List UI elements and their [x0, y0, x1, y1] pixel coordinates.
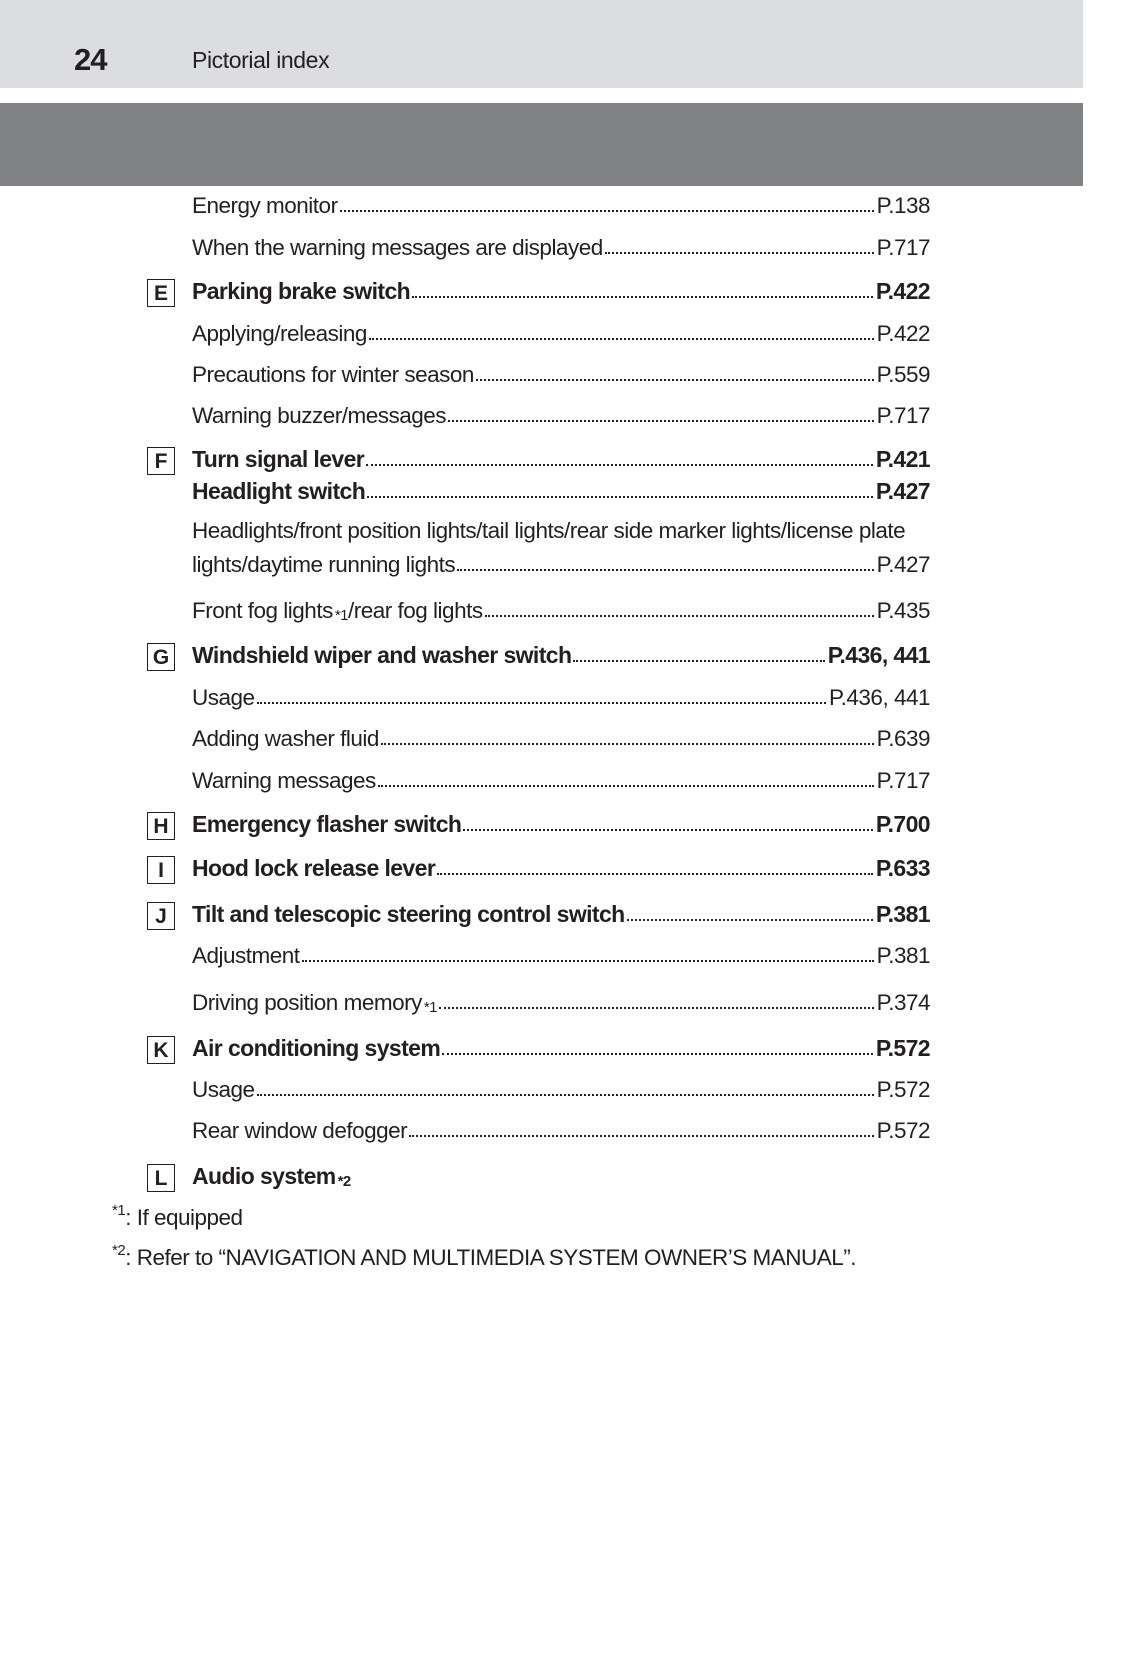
index-entry	[192, 546, 930, 578]
gray-band	[0, 103, 1083, 186]
index-entry	[192, 896, 930, 928]
leader-dots	[442, 1053, 873, 1055]
leader-dots	[409, 1135, 873, 1137]
index-letter-box: K	[147, 1036, 175, 1064]
index-letter-box: G	[147, 643, 175, 671]
page-ref: P.717	[876, 768, 930, 793]
index-entry	[192, 187, 930, 219]
footnote-text: : Refer to “NAVIGATION AND MULTIMEDIA SYSTEM OWNER’S MANUAL”.	[125, 1245, 857, 1270]
header-bar	[0, 0, 1083, 88]
page-ref: P.633	[875, 855, 930, 881]
index-letter-box: F	[147, 447, 175, 475]
leader-dots	[369, 338, 874, 340]
index-letter-box: J	[147, 902, 175, 930]
index-entry	[192, 679, 930, 711]
leader-dots	[605, 252, 874, 254]
leader-dots	[257, 702, 827, 704]
page-ref: P.374	[876, 990, 930, 1015]
page-ref: P.435	[876, 598, 930, 623]
page-ref: P.639	[876, 726, 930, 751]
index-entry	[192, 473, 930, 505]
entry-label: Driving position memory	[192, 990, 422, 1015]
index-entry	[192, 984, 930, 1016]
page-ref: P.427	[876, 552, 930, 577]
leader-dots	[457, 569, 873, 571]
leader-dots	[485, 615, 874, 617]
footnote-mark: *1	[112, 1202, 126, 1219]
index-entry	[192, 1112, 930, 1144]
page-ref: P.436, 441	[829, 685, 930, 710]
entry-label: Adjustment	[192, 943, 300, 968]
index-entry	[192, 592, 930, 624]
footnote-ref: *1	[334, 607, 349, 624]
page-ref: P.559	[876, 362, 930, 387]
page-ref: P.436, 441	[827, 642, 930, 668]
index-entry	[192, 229, 930, 261]
index-letter-box: L	[147, 1164, 175, 1192]
entry-label: Adding washer fluid	[192, 726, 379, 751]
leader-dots	[476, 379, 874, 381]
index-entry	[192, 273, 930, 305]
leader-dots	[627, 919, 873, 921]
index-entry	[192, 441, 930, 473]
footnote-ref: *1	[423, 999, 438, 1016]
leader-dots	[340, 210, 874, 212]
entry-label-cont: /rear fog lights	[348, 598, 483, 623]
entry-label: Audio system	[192, 1163, 336, 1189]
index-entry	[192, 1071, 930, 1103]
index-entry	[192, 397, 930, 429]
page-number: 24	[74, 42, 107, 77]
index-entry	[192, 720, 930, 752]
entry-label: Windshield wiper and washer switch	[192, 642, 572, 668]
page-ref: P.427	[875, 478, 930, 504]
index-entry	[192, 315, 930, 347]
index-entry	[192, 356, 930, 388]
footnote	[110, 1242, 856, 1271]
index-letter-box: H	[147, 812, 175, 840]
entry-label: Headlight switch	[192, 478, 366, 504]
leader-dots	[412, 296, 873, 298]
leader-dots	[366, 464, 873, 466]
page-ref: P.421	[875, 446, 930, 472]
page-ref: P.572	[876, 1077, 930, 1102]
page-ref: P.381	[876, 943, 930, 968]
entry-label: Warning buzzer/messages	[192, 403, 447, 428]
leader-dots	[448, 420, 874, 422]
entry-label: Parking brake switch	[192, 278, 411, 304]
index-entry	[192, 937, 930, 969]
entry-label: When the warning messages are displayed	[192, 235, 603, 260]
index-letter-box: E	[147, 279, 175, 307]
entry-label: Applying/releasing	[192, 321, 367, 346]
index-letter-box: I	[147, 856, 175, 884]
entry-label: Emergency flasher switch	[192, 811, 462, 837]
index-entry	[192, 637, 930, 669]
leader-dots	[439, 1007, 874, 1009]
page-ref: P.422	[875, 278, 930, 304]
entry-label: Front fog lights	[192, 598, 333, 623]
entry-label: Precautions for winter season	[192, 362, 474, 387]
index-entry	[192, 1158, 930, 1190]
page-ref: P.717	[876, 235, 930, 260]
entry-label: Usage	[192, 1077, 255, 1102]
leader-dots	[573, 660, 824, 662]
entry-label: Usage	[192, 685, 255, 710]
leader-dots	[437, 873, 873, 875]
index-entry	[192, 762, 930, 794]
entry-label: Rear window defogger	[192, 1118, 408, 1143]
page-ref: P.422	[876, 321, 930, 346]
page-ref: P.700	[875, 811, 930, 837]
page-ref: P.138	[876, 193, 930, 218]
page-ref: P.381	[875, 901, 930, 927]
entry-label-line1: Headlights/front position lights/tail lights/rear side marker lights/license plate	[192, 518, 906, 543]
index-entry	[192, 1030, 930, 1062]
index-entry	[192, 806, 930, 838]
leader-dots	[257, 1094, 874, 1096]
leader-dots	[302, 960, 874, 962]
leader-dots	[463, 829, 872, 831]
entry-label: Warning messages	[192, 768, 376, 793]
entry-label: Hood lock release lever	[192, 855, 436, 881]
page-ref: P.572	[875, 1035, 930, 1061]
index-entry	[192, 850, 930, 882]
page-ref: P.717	[876, 403, 930, 428]
entry-label: Tilt and telescopic steering control switch	[192, 901, 625, 927]
entry-label: lights/daytime running lights	[192, 552, 456, 577]
footnote-text: : If equipped	[125, 1205, 243, 1230]
entry-label: Air conditioning system	[192, 1035, 441, 1061]
entry-label: Energy monitor	[192, 193, 338, 218]
section-title: Pictorial index	[192, 47, 330, 73]
page-ref: P.572	[876, 1118, 930, 1143]
leader-dots	[381, 743, 874, 745]
leader-dots	[378, 785, 874, 787]
leader-dots	[367, 496, 873, 498]
entry-label: Turn signal lever	[192, 446, 365, 472]
footnote	[110, 1202, 243, 1231]
footnote-mark: *2	[112, 1242, 126, 1259]
footnote-ref: *2	[337, 1173, 351, 1190]
